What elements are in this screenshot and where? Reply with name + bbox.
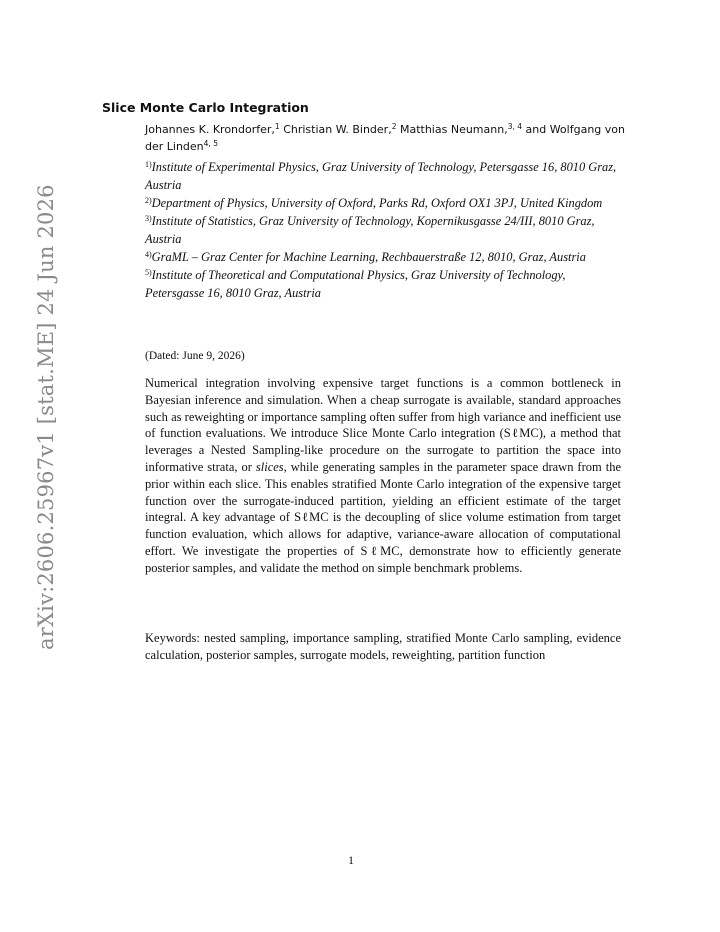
author-affiliation-marker: 4, 5 (203, 139, 218, 148)
abstract-emphasis: slices (255, 459, 284, 474)
author-affiliation-marker: 2 (391, 122, 397, 131)
affiliation-marker: 2) (145, 196, 152, 205)
abstract-text: , while generating samples in the parameter space drawn from the prior within each slice. This enables stratified Monte Carlo integration of the expensive target function over the surrogate-induced partition, yielding an efficient estimate of the target integral. A key advantage of SℓMC is the decoupling of slice volume estimation from target function evaluation, which allows for adaptive, variance-aware allocation of computational effort. We investigate the properties of SℓMC, demonstrate how to efficiently generate posterior samples, and validate the method on simple benchmark problems. (145, 459, 621, 575)
affiliation-text: Institute of Experimental Physics, Graz University of Technology, Petersgasse 16, 8010 Graz, Austria (145, 160, 617, 192)
paper-page: arXiv:2606.25967v1 [stat.ME] 24 Jun 2026 Slice Monte Carlo Integration Johannes K. Krondorfer,$^1$ Christian W. Binder,$^2$ Matthias Neumann,$^{3, 4}$ and Wolfgang von der Linden$^{4, 5}$ $^{1)}$Institute of Experimental Physics, Graz University of Technology, Petersgasse 16, 8010 Graz, Austria $^{2)}$Department of Physics, University of Oxford, Parks Rd, Oxford OX1 3PJ, United Kingdom $^{3)}$Institute of Statistics, Graz University of Technology, Kopernikusgasse 24/III, 8010 Graz, Austria $^{4)}$GraML – Graz Center for Machine Learning, Rechbauerstraße 12, 8010, Graz, Austria $^{5)}$Institute of Theoretical and Computational Physics, Graz University of Technology, Petersgasse 16, 8010 Graz, Austria (Dated: June 9, 2026) Numerical integration involving expensive target functions is a common bottleneck in Bayesian inference and simulation. When a cheap surrogate is available, standard approaches such as reweighting or importance sampling often suffer from high variance and inefficient use of function evaluations. We introduce Slice Monte Carlo integration (SℓMC), a method that leverages a Nested Sampling-like procedure on the surrogate to partition the space into informative strata, or slices, while generating samples in the parameter space drawn from the prior within each slice. This enables stratified Monte Carlo integration of the expensive target function over the surrogate-induced partition, yielding an efficient estimate of the target integral. A key advantage of SℓMC is the decoupling of slice volume estimation from target function evaluation, which allows for adaptive, variance-aware allocation of computational effort. We investigate the properties of SℓMC, demonstrate how to efficiently generate posterior samples, and validate the method on simple benchmark problems. Keywords: nested sampling, importance sampling, stratified Monte Carlo sampling, evidence calculation, posterior samples, surrogate models, reweighting, partition function 1 (34, 100, 625, 867)
affiliation-marker: 1) (145, 160, 152, 169)
author-affiliation-marker: 3, 4 (507, 122, 523, 131)
abstract-text: Numerical integration involving expensive target functions is a common bottleneck in Bayesian inference and simulation. When a cheap surrogate is available, standard approaches such as reweighting or importance sampling often suffer from high variance and inefficient use of function evaluations. We introduce Slice Monte Carlo integration (SℓMC), a method that leverages a Nested Sampling-like procedure on the surrogate to partition the space into informative strata, or (145, 376, 621, 474)
affiliation-marker: 3) (145, 214, 152, 223)
keywords: Keywords: nested sampling, importance sampling, stratified Monte Carlo sampling, evidence calculation, posterior samples, surrogate models, reweighting, partition function (145, 631, 621, 662)
paper-title: Slice Monte Carlo Integration (102, 100, 309, 115)
author-affiliation-marker: 1 (274, 122, 280, 131)
affiliation (145, 158, 625, 194)
affiliation-marker: 5) (145, 268, 152, 277)
author-list (145, 121, 625, 155)
affiliation (145, 212, 625, 248)
affiliation (145, 194, 625, 212)
author-name: Johannes K. Krondorfer, (145, 123, 275, 136)
author-name: and Wolfgang von der Linden (145, 123, 625, 153)
author-name: Matthias Neumann, (396, 123, 508, 136)
affiliation-text: Department of Physics, University of Oxford, Parks Rd, Oxford OX1 3PJ, United Kingdom (151, 196, 603, 210)
abstract (145, 375, 621, 577)
affiliation-text: Institute of Theoretical and Computational Physics, Graz University of Technology, Petersgasse 16, 8010 Graz, Austria (145, 268, 566, 300)
affiliation-text: Institute of Statistics, Graz University of Technology, Kopernikusgasse 24/III, 8010 Graz, Austria (145, 214, 595, 246)
page-number: 1 (348, 853, 354, 867)
affiliation-list (145, 158, 625, 302)
author-name: Christian W. Binder, (279, 123, 392, 136)
affiliation (145, 248, 625, 266)
affiliation-text: GraML – Graz Center for Machine Learning, Rechbauerstraße 12, 8010, Graz, Austria (151, 250, 586, 264)
affiliation (145, 266, 625, 302)
affiliation-marker: 4) (145, 250, 152, 259)
dated-line: (Dated: June 9, 2026) (145, 350, 245, 362)
